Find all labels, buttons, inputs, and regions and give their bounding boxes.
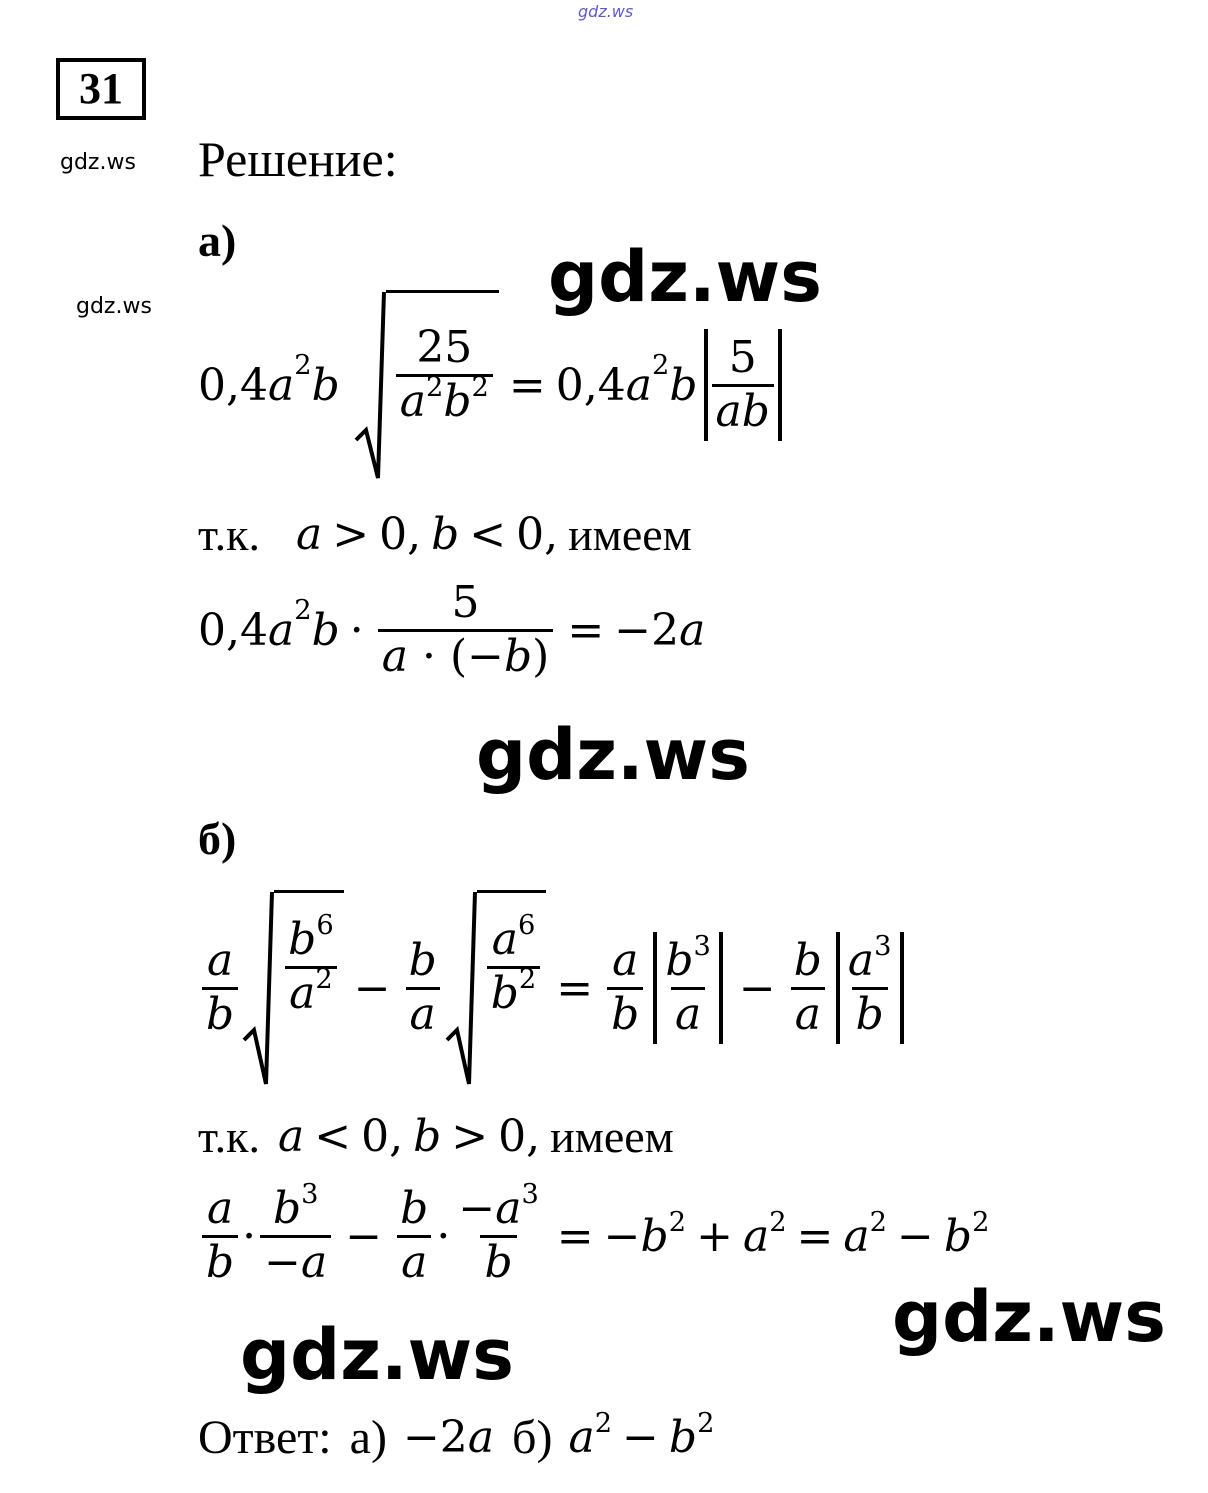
watermark-big-3: gdz.ws [892, 1276, 1166, 1358]
coef: 0,4 [198, 359, 268, 411]
watermark-big-1: gdz.ws [548, 236, 822, 318]
part-b-equation-2: $\frac{a}{b}$ · $\frac{b^3}{-a}$ − $\frac{b}{a}$ · $\frac{-a^3}{b}$ = $-b^2$ + $a^2$ = $a^2$ − $b^2$ [198, 1184, 989, 1288]
solution-heading: Решение: [198, 131, 398, 187]
watermark-small-1: gdz.ws [60, 150, 136, 175]
fraction-25: $\frac{25}{a^2b^2}$ [396, 323, 493, 480]
answer-line: Ответ: а) −2 a б) $a^2$ − $b^2$ [198, 1408, 715, 1464]
fraction-5: $\frac{5}{a \cdot (-b)}$ [378, 578, 554, 682]
part-a-result: −2 [614, 604, 680, 656]
radical-sign [354, 290, 386, 480]
part-a-equation-2: 0,4 a $^2$ b · $\frac{5}{a \cdot (-b)}$ = −2 a [198, 577, 706, 682]
watermark-top: gdz.ws [578, 2, 634, 21]
watermark-small-2: gdz.ws [76, 294, 152, 319]
part-b-condition: т.к. a < 0, b > 0, имеем [198, 1111, 674, 1162]
watermark-big-4: gdz.ws [240, 1314, 514, 1396]
part-a-label: а) [198, 215, 237, 266]
watermark-big-2: gdz.ws [476, 714, 750, 796]
part-a-equation-1: 0,4 a $^2$ b $\frac{25}{a^2b^2}$ = 0,4 a $^2$ b $\frac{5}{ab}$ [198, 290, 788, 480]
sqrt-expression [354, 290, 499, 480]
radical-sign [242, 890, 274, 1086]
part-b-equation-1: $\frac{a}{b}$ $\frac{b^6}{a^2}$ − $\frac{b}{a}$ $\frac{a^6}{b^2}$ = $\frac{a}{b}$ $\frac{b^3}{a}$ − $\frac{b}{a}$ $\frac{a^3}{b}$ [198, 888, 910, 1088]
absolute-value: $\frac{5}{ab}$ [704, 329, 782, 441]
problem-number: 31 [56, 58, 146, 120]
part-a-condition: т.к. a > 0, b < 0, имеем [198, 509, 692, 560]
radical-sign [445, 890, 477, 1086]
part-b-label: б) [198, 813, 237, 864]
